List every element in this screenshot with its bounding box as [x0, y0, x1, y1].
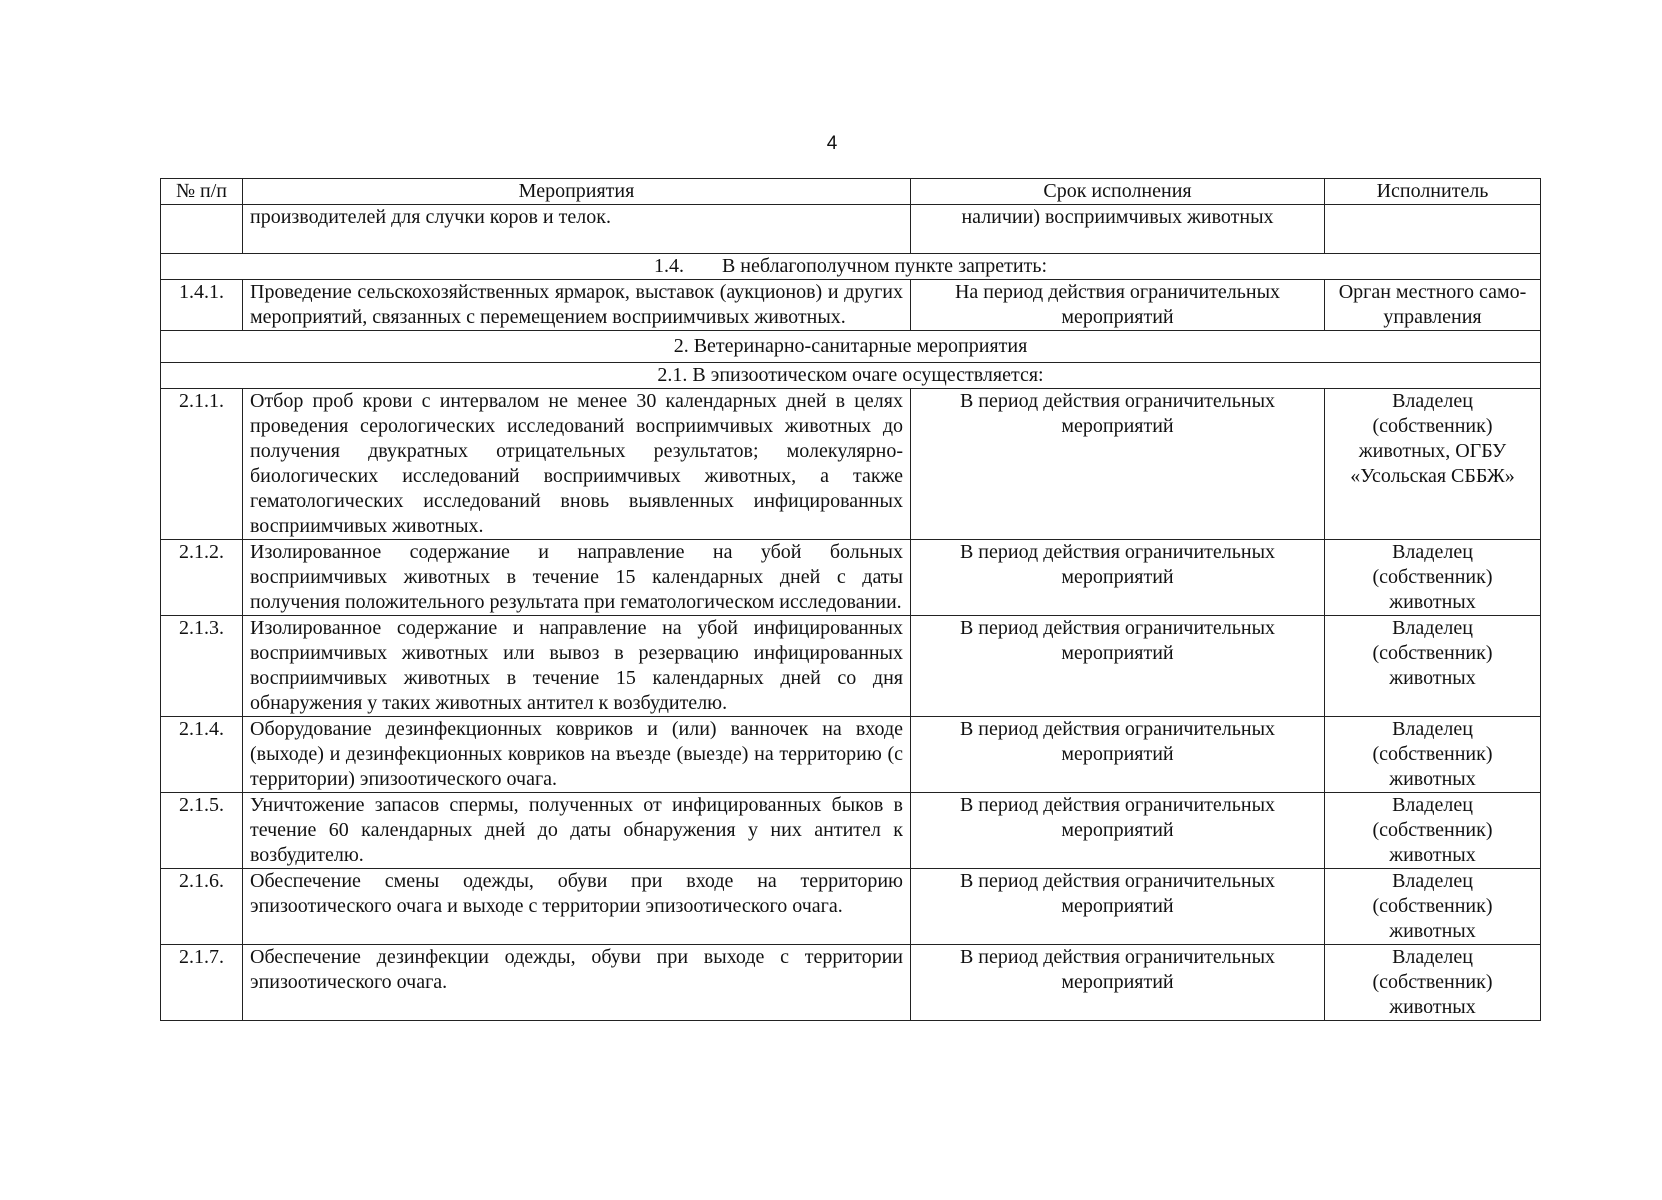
cell-activity: Изолированное содержание и направление на убой инфицированных восприимчивых животных или вывоз в резервацию инфицированных восприимчивых животных в течение 15 календарных дней со дня обнаружения у таких животных антител к возбудителю.	[243, 616, 911, 717]
cell-executor: Орган местного само-управления	[1325, 280, 1541, 331]
cell-executor: Владелец (собственник) животных	[1325, 869, 1541, 945]
header-activity: Мероприятия	[243, 179, 911, 205]
table-row	[161, 616, 1541, 717]
subsection-row-2-1	[161, 363, 1541, 389]
cell-executor: Владелец (собственник) животных	[1325, 945, 1541, 1021]
cell-term: В период действия ограничительных мероприятий	[911, 540, 1325, 616]
cell-term: В период действия ограничительных мероприятий	[911, 717, 1325, 793]
page-number: 4	[826, 133, 838, 154]
cell-num: 2.1.2.	[161, 540, 243, 616]
table-header-row	[161, 179, 1541, 205]
cell-activity: производителей для случки коров и телок.	[243, 205, 911, 254]
subsection-heading	[161, 254, 1541, 280]
table-row	[161, 945, 1541, 1021]
cell-term: В период действия ограничительных мероприятий	[911, 869, 1325, 945]
cell-num: 2.1.6.	[161, 869, 243, 945]
cell-term: наличии) восприимчивых животных	[911, 205, 1325, 254]
cell-num: 2.1.5.	[161, 793, 243, 869]
section-heading: 2. Ветеринарно-санитарные мероприятия	[161, 331, 1541, 363]
cell-term: В период действия ограничительных мероприятий	[911, 945, 1325, 1021]
cell-executor: Владелец (собственник) животных	[1325, 616, 1541, 717]
cell-num: 2.1.1.	[161, 389, 243, 540]
section-row-2	[161, 331, 1541, 363]
measures-table	[160, 178, 1541, 1021]
cell-executor: Владелец (собственник) животных	[1325, 717, 1541, 793]
table-row	[161, 280, 1541, 331]
header-term: Срок исполнения	[911, 179, 1325, 205]
cell-term: В период действия ограничительных мероприятий	[911, 793, 1325, 869]
cell-activity: Обеспечение смены одежды, обуви при входе на территорию эпизоотического очага и выходе с территории эпизоотического очага.	[243, 869, 911, 945]
table-row	[161, 389, 1541, 540]
subsection-heading: 2.1. В эпизоотическом очаге осуществляется:	[161, 363, 1541, 389]
subsection-title: В неблагополучном пункте запретить:	[721, 255, 1048, 277]
cell-term: В период действия ограничительных мероприятий	[911, 616, 1325, 717]
cell-activity: Оборудование дезинфекционных ковриков и (или) ванночек на входе (выходе) и дезинфекционных ковриков на въезде (выезде) на территорию (с территории) эпизоотического очага.	[243, 717, 911, 793]
cell-activity: Проведение сельскохозяйственных ярмарок, выставок (аукционов) и других мероприятий, связанных с перемещением восприимчивых животных.	[243, 280, 911, 331]
header-num: № п/п	[161, 179, 243, 205]
cell-num: 2.1.7.	[161, 945, 243, 1021]
table-row	[161, 540, 1541, 616]
cell-num: 2.1.3.	[161, 616, 243, 717]
cell-executor: Владелец (собственник) животных	[1325, 793, 1541, 869]
table-row-continuation	[161, 205, 1541, 254]
cell-executor: Владелец (собственник) животных	[1325, 540, 1541, 616]
cell-num: 1.4.1.	[161, 280, 243, 331]
cell-term: В период действия ограничительных мероприятий	[911, 389, 1325, 540]
cell-num: 2.1.4.	[161, 717, 243, 793]
cell-activity: Уничтожение запасов спермы, полученных от инфицированных быков в течение 60 календарных дней до даты обнаружения у них антител к возбудителю.	[243, 793, 911, 869]
table-row	[161, 869, 1541, 945]
table-row	[161, 717, 1541, 793]
header-executor: Исполнитель	[1325, 179, 1541, 205]
subsection-row-1-4	[161, 254, 1541, 280]
cell-num	[161, 205, 243, 254]
subsection-number: 1.4.	[653, 255, 684, 277]
cell-activity: Изолированное содержание и направление на убой больных восприимчивых животных в течение 15 календарных дней с даты получения положительного результата при гематологическом исследовании.	[243, 540, 911, 616]
cell-activity: Обеспечение дезинфекции одежды, обуви при выходе с территории эпизоотического очага.	[243, 945, 911, 1021]
cell-executor: Владелец (собственник) животных, ОГБУ «Усольская СББЖ»	[1325, 389, 1541, 540]
cell-term: На период действия ограничительных мероприятий	[911, 280, 1325, 331]
table-row	[161, 793, 1541, 869]
cell-activity: Отбор проб крови с интервалом не менее 30 календарных дней в целях проведения серологических исследований восприимчивых животных до получения двукратных отрицательных результатов; молекулярно-биологических исследований восприимчивых животных, а также гематологических исследований вновь выявленных инфицированных восприимчивых животных.	[243, 389, 911, 540]
cell-executor	[1325, 205, 1541, 254]
